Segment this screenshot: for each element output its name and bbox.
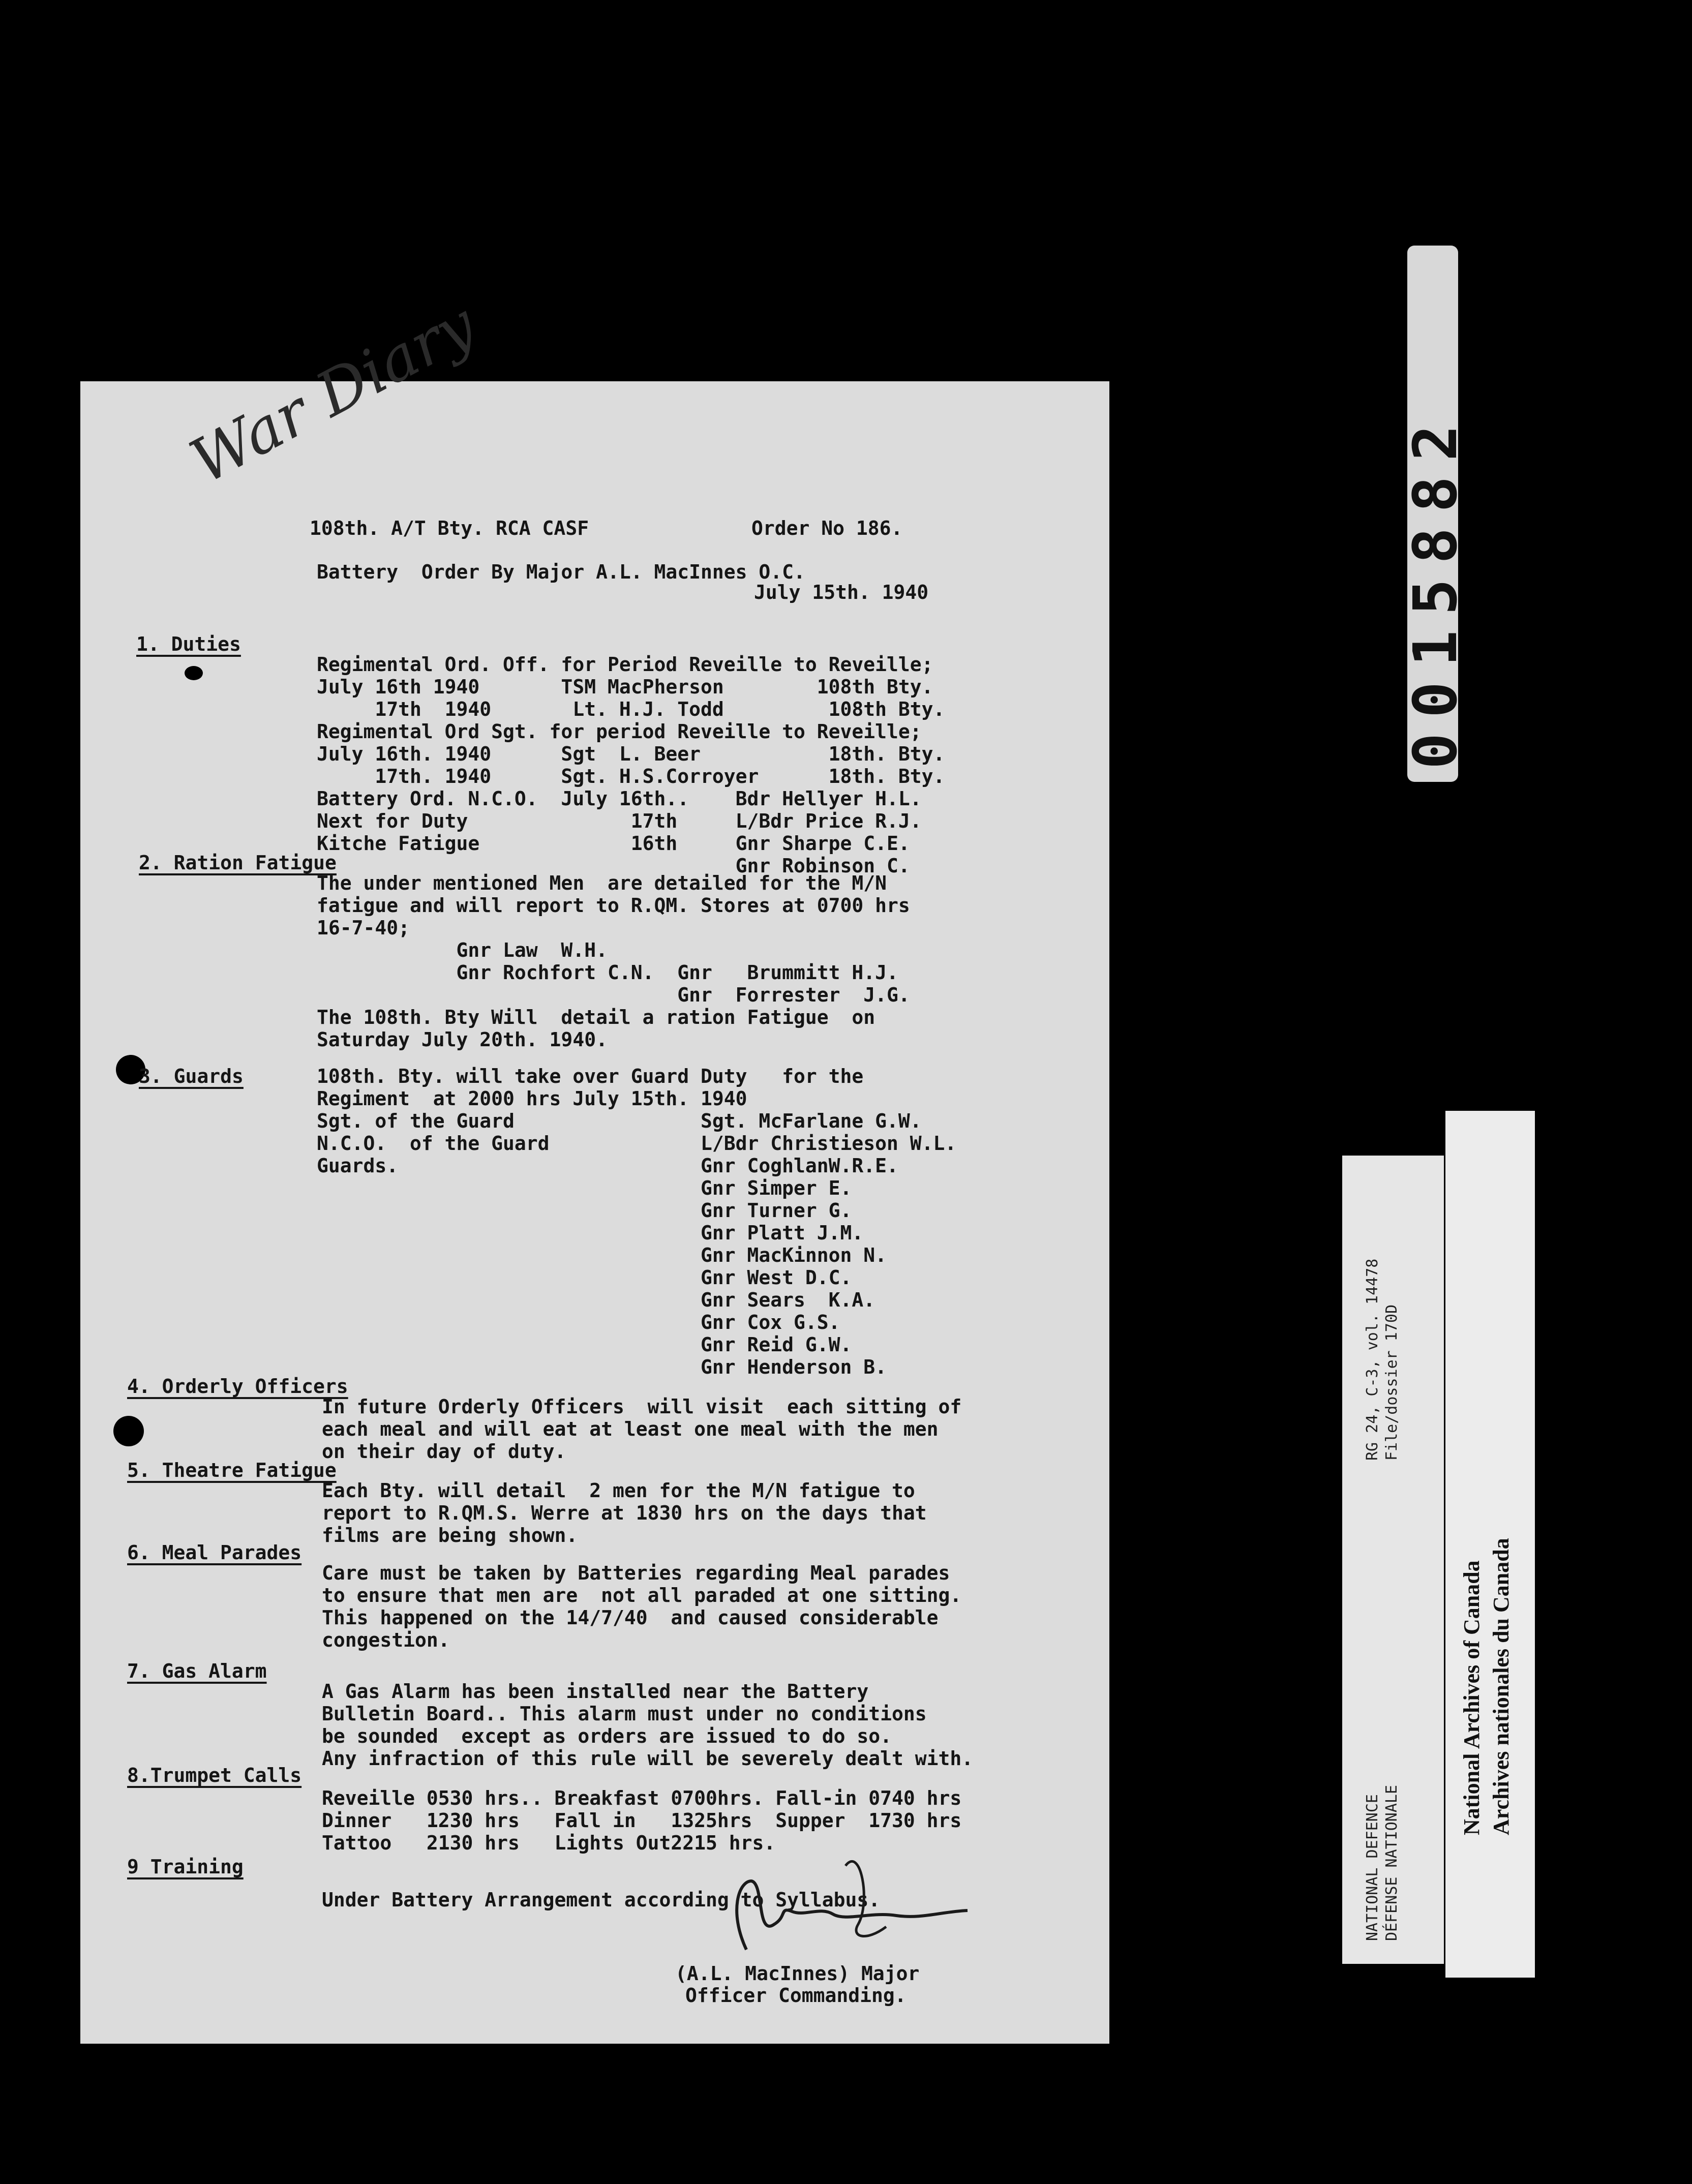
section-heading-gas-alarm: 7. Gas Alarm bbox=[127, 1660, 267, 1682]
guards-line: Gnr Sears K.A. bbox=[317, 1289, 875, 1311]
section-heading-theatre-fatigue: 5. Theatre Fatigue bbox=[127, 1459, 337, 1481]
ration-line: fatigue and will report to R.QM. Stores at 0700 hrs bbox=[317, 894, 910, 917]
frame-number: 0015882 bbox=[1400, 409, 1470, 769]
signatory-title: Officer Commanding. bbox=[685, 1984, 907, 2007]
section-body-guards bbox=[317, 1065, 956, 1378]
order-date: July 15th. 1940 bbox=[754, 581, 929, 603]
section-heading-training: 9 Training bbox=[127, 1856, 244, 1878]
section-heading-guards: 3. Guards bbox=[139, 1065, 244, 1087]
archives-name-fr: Archives nationales du Canada bbox=[1489, 1538, 1514, 1835]
meal-line: congestion. bbox=[322, 1629, 450, 1651]
guards-line: Guards. Gnr CoghlanW.R.E. bbox=[317, 1155, 898, 1177]
gas-line: Bulletin Board.. This alarm must under no conditions bbox=[322, 1703, 927, 1725]
section-body-meal-parades bbox=[322, 1562, 961, 1651]
archive-reference-card bbox=[1342, 1156, 1444, 1964]
frame-number-strip bbox=[1400, 246, 1470, 782]
guards-line: Gnr Simper E. bbox=[317, 1177, 852, 1199]
theatre-line: Each Bty. will detail 2 men for the M/N fatigue to bbox=[322, 1479, 915, 1502]
gas-line: be sounded except as orders are issued to do so. bbox=[322, 1725, 892, 1747]
archives-name-en: National Archives of Canada bbox=[1459, 1560, 1484, 1835]
punch-hole bbox=[113, 1416, 144, 1446]
trumpet-line: Tattoo 2130 hrs Lights Out2215 hrs. bbox=[322, 1832, 776, 1854]
section-heading-meal-parades: 6. Meal Parades bbox=[127, 1541, 302, 1564]
ration-line: Gnr Rochfort C.N. Gnr Brummitt H.J. bbox=[317, 961, 898, 984]
section-heading-ration-fatigue: 2. Ration Fatigue bbox=[139, 852, 337, 874]
ration-line: The under mentioned Men are detailed for the M/N bbox=[317, 872, 887, 894]
trumpet-line: Dinner 1230 hrs Fall in 1325hrs Supper 1730 hrs bbox=[322, 1809, 962, 1832]
guards-line: Gnr Turner G. bbox=[317, 1199, 852, 1222]
guards-line: Regiment at 2000 hrs July 15th. 1940 bbox=[317, 1087, 747, 1110]
guards-line: Gnr Reid G.W. bbox=[317, 1333, 852, 1356]
department-fr: DÉFENSE NATIONALE bbox=[1383, 1784, 1401, 1941]
section-body-ration-fatigue bbox=[317, 872, 910, 1051]
duties-line: 17th. 1940 Sgt. H.S.Corroyer 18th. Bty. bbox=[317, 765, 945, 787]
guards-line: Gnr West D.C. bbox=[317, 1266, 852, 1289]
orderly-line: In future Orderly Officers will visit each sitting of bbox=[322, 1396, 962, 1418]
ration-line: Saturday July 20th. 1940. bbox=[317, 1028, 608, 1051]
orderly-line: on their day of duty. bbox=[322, 1440, 566, 1463]
guards-line: Gnr MacKinnon N. bbox=[317, 1244, 887, 1266]
ink-blot bbox=[185, 666, 203, 680]
signature-scrawl bbox=[657, 1835, 983, 1967]
guards-line: Gnr Cox G.S. bbox=[317, 1311, 840, 1333]
ration-line: Gnr Forrester J.G. bbox=[317, 984, 910, 1006]
handwritten-note: War Diary bbox=[179, 289, 487, 498]
duties-line: Regimental Ord. Off. for Period Reveille to Reveille; bbox=[317, 653, 933, 676]
duties-line: Next for Duty 17th L/Bdr Price R.J. bbox=[317, 810, 922, 832]
trumpet-line: Reveille 0530 hrs.. Breakfast 0700hrs. Fall-in 0740 hrs bbox=[322, 1787, 962, 1809]
guards-line: N.C.O. of the Guard L/Bdr Christieson W.L. bbox=[317, 1132, 957, 1155]
section-heading-duties: 1. Duties bbox=[136, 633, 241, 655]
duties-line: July 16th 1940 TSM MacPherson 108th Bty. bbox=[317, 676, 933, 698]
guards-line: 108th. Bty. will take over Guard Duty for the bbox=[317, 1065, 864, 1087]
duties-line: Gnr Robinson C. bbox=[317, 855, 910, 877]
signatory-name: (A.L. MacInnes) Major bbox=[675, 1962, 920, 1985]
duties-line: 17th 1940 Lt. H.J. Todd 108th Bty. bbox=[317, 698, 945, 720]
ration-line: The 108th. Bty Will detail a ration Fatigue on bbox=[317, 1006, 875, 1028]
national-archives-strip bbox=[1445, 1111, 1535, 1978]
unit-name: 108th. A/T Bty. RCA CASF bbox=[310, 517, 589, 539]
department-en: NATIONAL DEFENCE bbox=[1364, 1794, 1381, 1941]
theatre-line: films are being shown. bbox=[322, 1524, 578, 1546]
guards-line: Sgt. of the Guard Sgt. McFarlane G.W. bbox=[317, 1110, 922, 1132]
order-number: Order No 186. bbox=[751, 517, 903, 539]
section-heading-trumpet-calls: 8.Trumpet Calls bbox=[127, 1764, 302, 1786]
order-byline: Battery Order By Major A.L. MacInnes O.C. bbox=[317, 561, 805, 583]
section-body-gas-alarm bbox=[322, 1680, 973, 1770]
section-body-duties bbox=[317, 653, 945, 877]
guards-line: Gnr Platt J.M. bbox=[317, 1222, 864, 1244]
gas-line: A Gas Alarm has been installed near the Battery bbox=[322, 1680, 869, 1703]
ration-line: 16-7-40; bbox=[317, 917, 410, 939]
orderly-line: each meal and will eat at least one meal with the men bbox=[322, 1418, 939, 1440]
meal-line: to ensure that men are not all paraded at one sitting. bbox=[322, 1584, 962, 1606]
section-heading-orderly-officers: 4. Orderly Officers bbox=[127, 1375, 348, 1398]
section-body-orderly-officers bbox=[322, 1396, 961, 1463]
document-page bbox=[80, 289, 1109, 2044]
meal-line: This happened on the 14/7/40 and caused considerable bbox=[322, 1606, 939, 1629]
gas-line: Any infraction of this rule will be severely dealt with. bbox=[322, 1747, 974, 1770]
meal-line: Care must be taken by Batteries regarding Meal parades bbox=[322, 1562, 950, 1584]
duties-line: Battery Ord. N.C.O. July 16th.. Bdr Hellyer H.L. bbox=[317, 787, 922, 810]
archive-reference: RG 24, C-3, vol. 14478 bbox=[1364, 1258, 1381, 1461]
duties-line: Regimental Ord Sgt. for period Reveille to Reveille; bbox=[317, 720, 922, 743]
archive-file: File/dossier 170D bbox=[1383, 1304, 1401, 1461]
guards-line: Gnr Henderson B. bbox=[317, 1356, 887, 1378]
duties-line: Kitche Fatigue 16th Gnr Sharpe C.E. bbox=[317, 832, 910, 855]
duties-line: July 16th. 1940 Sgt L. Beer 18th. Bty. bbox=[317, 743, 945, 765]
theatre-line: report to R.QM.S. Werre at 1830 hrs on the days that bbox=[322, 1502, 927, 1524]
training-line: Under Battery Arrangement according to Syllabus. bbox=[322, 1889, 881, 1911]
section-body-theatre-fatigue bbox=[322, 1479, 927, 1546]
ration-line: Gnr Law W.H. bbox=[317, 939, 608, 961]
